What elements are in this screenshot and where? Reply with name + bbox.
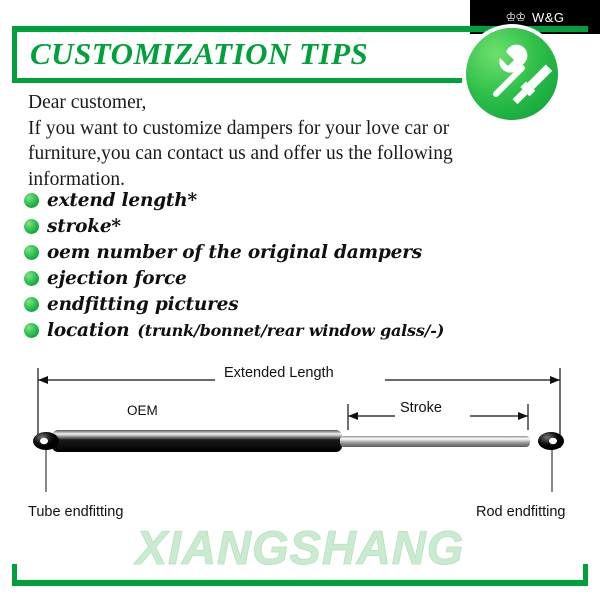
intro-body: If you want to customize dampers for your love car or furniture,you can contact us and offer us the following information. bbox=[28, 117, 453, 191]
diagram-label-tube-endfitting: Tube endfitting bbox=[28, 504, 124, 520]
brand-name: W&G bbox=[531, 9, 565, 25]
crown-icon: ♔♔ bbox=[505, 10, 525, 24]
page-title: CUSTOMIZATION TIPS bbox=[30, 36, 369, 71]
list-item-label: endfitting pictures bbox=[47, 294, 239, 315]
info-requirements-list bbox=[24, 190, 584, 346]
bullet-dot-icon bbox=[24, 297, 39, 312]
list-item-label: stroke* bbox=[47, 216, 121, 237]
gas-spring-diagram bbox=[0, 352, 600, 532]
intro-text bbox=[28, 90, 483, 193]
list-item-label: location bbox=[47, 320, 130, 341]
watermark: XIANGSHANG bbox=[135, 521, 465, 574]
diagram-label-oem: OEM bbox=[127, 403, 158, 418]
bullet-dot-icon bbox=[24, 323, 39, 338]
bullet-dot-icon bbox=[24, 219, 39, 234]
footer-accent-bar bbox=[12, 580, 588, 586]
header-left-accent bbox=[12, 26, 17, 83]
diagram-label-rod-endfitting: Rod endfitting bbox=[476, 504, 566, 520]
bullet-dot-icon bbox=[24, 193, 39, 208]
list-item bbox=[24, 268, 584, 292]
greeting: Dear customer, bbox=[28, 92, 147, 113]
header-underline bbox=[12, 78, 462, 83]
list-item bbox=[24, 216, 584, 240]
list-item-label: ejection force bbox=[47, 268, 187, 289]
footer-left-accent bbox=[12, 564, 17, 586]
list-item bbox=[24, 294, 584, 318]
bullet-dot-icon bbox=[24, 271, 39, 286]
diagram-label-stroke: Stroke bbox=[400, 400, 442, 416]
list-item bbox=[24, 242, 584, 266]
footer-right-accent bbox=[583, 564, 588, 586]
list-item-label: oem number of the original dampers bbox=[47, 242, 422, 263]
diagram-label-extended-length: Extended Length bbox=[224, 365, 334, 381]
list-item-note: (trunk/bonnet/rear window galss/-) bbox=[137, 321, 445, 340]
bullet-dot-icon bbox=[24, 245, 39, 260]
list-item bbox=[24, 190, 584, 214]
list-item-label: extend length* bbox=[47, 190, 197, 211]
list-item bbox=[24, 320, 584, 344]
